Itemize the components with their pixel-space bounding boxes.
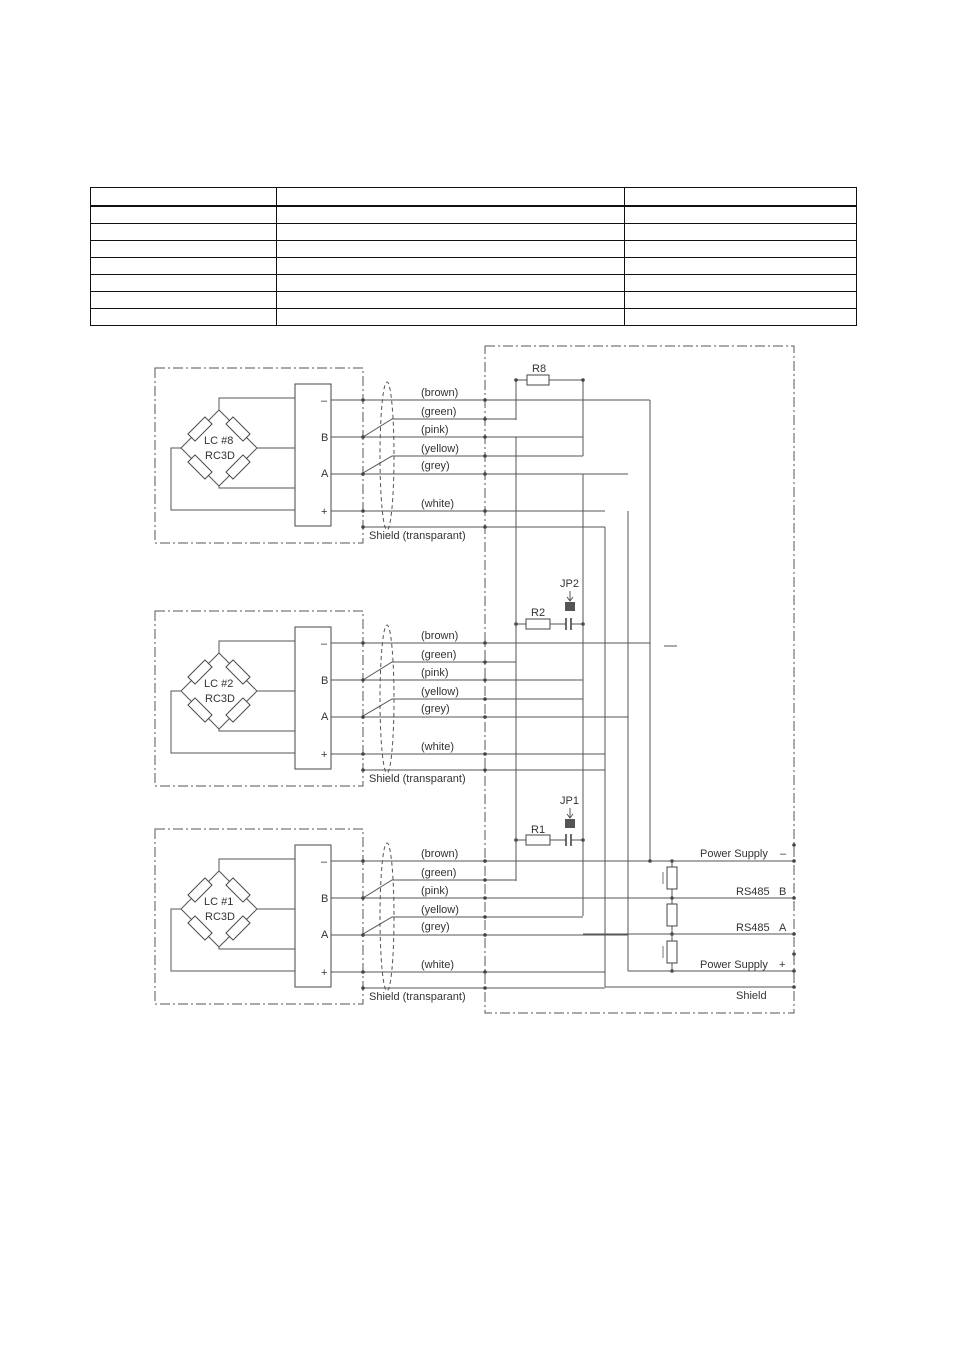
wire-color-label: (yellow) <box>421 443 459 455</box>
load-cell-box <box>155 611 363 786</box>
terminal-label: + <box>321 506 328 518</box>
r8-label: R8 <box>532 363 547 375</box>
wire-junction <box>483 454 487 458</box>
terminal-label: B <box>321 893 329 905</box>
termination-resistors <box>648 859 677 973</box>
bridge-outline <box>181 653 257 729</box>
wire-junction <box>483 896 487 900</box>
load-cell-box <box>155 829 363 1004</box>
wire-color-label: (white) <box>421 959 455 971</box>
r1-label: R1 <box>531 824 546 836</box>
wire <box>363 699 583 716</box>
wire-color-label: (green) <box>421 649 457 661</box>
wire-color-label: (pink) <box>421 667 449 679</box>
terminal-label: – <box>321 856 328 868</box>
wire-junction <box>483 509 487 513</box>
load-cell-group <box>155 368 650 543</box>
wire-junction <box>483 435 487 439</box>
load-cell-model: RC3D <box>205 450 235 462</box>
wire-color-label: (green) <box>421 867 457 879</box>
shield-output-label: Shield <box>736 990 767 1002</box>
wire-color-label: (pink) <box>421 424 449 436</box>
shield-label: Shield (transparant) <box>369 530 466 542</box>
power-supply-plus-sign: + <box>779 959 786 971</box>
rs485-b-letter: B <box>779 886 787 898</box>
wire-junction <box>483 417 487 421</box>
jp2-label: JP2 <box>560 578 579 590</box>
jumper-jp2 <box>560 578 579 611</box>
terminal-label: – <box>321 638 328 650</box>
load-cell-model: RC3D <box>205 911 235 923</box>
bridge-outline <box>181 410 257 486</box>
terminal-label: B <box>321 432 329 444</box>
load-cell-group <box>155 829 650 1004</box>
wire-color-label: (brown) <box>421 848 459 860</box>
load-cell-group <box>155 611 650 786</box>
shield-label: Shield (transparant) <box>369 773 466 785</box>
resistor-r8 <box>514 363 585 456</box>
wire-color-label: (yellow) <box>421 904 459 916</box>
terminal-label: + <box>321 749 328 761</box>
wire <box>363 917 583 934</box>
wire-color-label: (pink) <box>421 885 449 897</box>
wire-junction <box>483 641 487 645</box>
bridge-outline <box>181 871 257 947</box>
r2-label: R2 <box>531 607 546 619</box>
wire-junction <box>483 752 487 756</box>
wire-junction <box>483 933 487 937</box>
rs485-a-letter: A <box>779 922 787 934</box>
wire-color-label: (grey) <box>421 460 450 472</box>
load-cell-model: RC3D <box>205 693 235 705</box>
output-labels <box>700 848 787 1002</box>
wire-junction <box>483 915 487 919</box>
terminal-label: A <box>321 468 329 480</box>
wire-junction <box>483 878 487 882</box>
shield-label: Shield (transparant) <box>369 991 466 1003</box>
wire-color-label: (grey) <box>421 921 450 933</box>
bus-lines <box>516 400 677 987</box>
wire-color-label: (yellow) <box>421 686 459 698</box>
terminal-label: B <box>321 675 329 687</box>
wire-junction <box>483 715 487 719</box>
wire-color-label: (green) <box>421 406 457 418</box>
wire-color-label: (grey) <box>421 703 450 715</box>
wire <box>363 456 583 473</box>
wire-color-label: (brown) <box>421 630 459 642</box>
terminal-label: A <box>321 711 329 723</box>
load-cell-label: LC #8 <box>204 435 234 447</box>
wire-color-label: (white) <box>421 498 455 510</box>
wire-junction <box>483 970 487 974</box>
wire-junction <box>483 859 487 863</box>
load-cell-label: LC #2 <box>204 678 234 690</box>
wire-junction <box>483 472 487 476</box>
load-cell-box <box>155 368 363 543</box>
load-cell-label: LC #1 <box>204 896 234 908</box>
wire-junction <box>483 678 487 682</box>
rs485-b-label: RS485 <box>736 886 770 898</box>
power-supply-minus-label: Power Supply <box>700 848 768 860</box>
power-supply-minus-sign: – <box>780 848 787 860</box>
jp1-label: JP1 <box>560 795 579 807</box>
wire-junction <box>483 398 487 402</box>
power-supply-plus-label: Power Supply <box>700 959 768 971</box>
terminal-label: – <box>321 395 328 407</box>
rs485-a-label: RS485 <box>736 922 770 934</box>
terminal-label: + <box>321 967 328 979</box>
wire-junction <box>483 697 487 701</box>
wire-junction <box>483 660 487 664</box>
jumper-jp1 <box>560 795 579 828</box>
wire-color-label: (brown) <box>421 387 459 399</box>
terminal-label: A <box>321 929 329 941</box>
wire-color-label: (white) <box>421 741 455 753</box>
